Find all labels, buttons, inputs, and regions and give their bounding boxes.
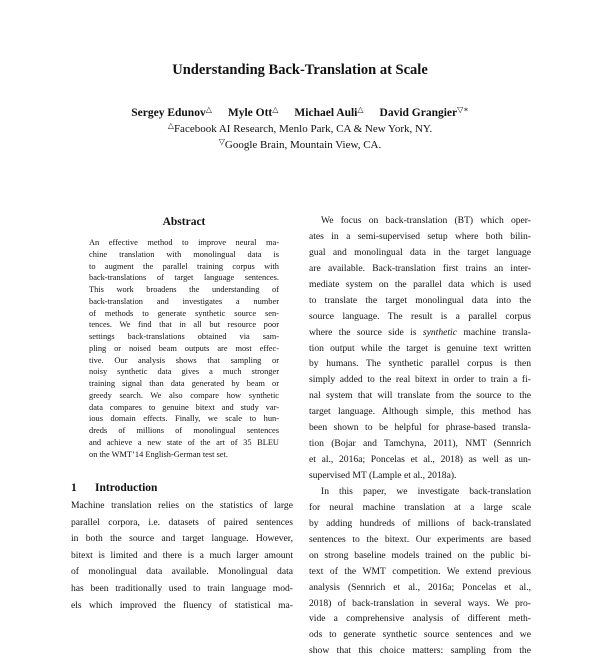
abstract-body <box>89 237 279 460</box>
abstract-line: An effective method to improve neural ma- <box>89 238 279 247</box>
body-line: for neural machine translation at a large scale <box>309 501 531 513</box>
body-line: gual and monolingual data in the target language <box>309 246 531 258</box>
body-line: of monolingual data available. Monolingual data <box>71 566 293 578</box>
abstract-line: on the WMT’14 English-German test set. <box>89 449 228 459</box>
body-line: by adding hundreds of millions of back-translated <box>309 517 531 529</box>
body-line: nal system that will translate from the source to the <box>309 390 531 402</box>
abstract-line: of methods to generate synthetic source sen- <box>89 308 279 318</box>
body-line: tion output while the target is genuine text written <box>309 342 531 354</box>
abstract-line: greedy search. We also compare how synthetic <box>89 390 279 400</box>
body-line: text of the WMT competition. We extend previous <box>309 565 531 577</box>
body-line: sentences to the bitext. Our experiments are based <box>309 533 531 545</box>
body-line: been shown to be helpful for phrase-based transla- <box>309 422 531 434</box>
body-line: source language. The result is a parallel corpus <box>309 310 531 322</box>
abstract-line: This work broadens the understanding of <box>89 285 279 294</box>
affiliation-google: ▽Google Brain, Mountain View, CA. <box>218 137 382 151</box>
right-column-body <box>309 213 531 659</box>
abstract-line: training signal than data generated by beam or <box>89 379 279 388</box>
body-line: in both the source and target language. However, <box>71 533 293 545</box>
abstract-line: tences. We find that in all but resource poor <box>89 320 279 330</box>
abstract-line: settings back-translations obtained via sam- <box>89 332 279 341</box>
paper-title: Understanding Back-Translation at Scale <box>172 62 428 78</box>
body-line: target language. Although simple, this method has <box>309 406 531 418</box>
abstract-line: tive. Our analysis shows that sampling or <box>89 355 279 365</box>
abstract-line: noisy synthetic data gives a much stronger <box>89 367 279 377</box>
body-line: In this paper, we investigate back-translation <box>321 485 531 497</box>
body-line: bitext is limited and there is a much larger amount <box>71 549 293 561</box>
body-line: supervised MT (Lample et al., 2018a). <box>309 470 457 481</box>
body-line: ods to generate synthetic source sentences and we <box>309 629 531 641</box>
abstract-line: and achieve a new state of the art of 35 BLEU <box>89 437 279 447</box>
abstract-line: pling or noised beam outputs are most effec- <box>89 343 279 353</box>
body-line: mediate system on the parallel data which is used <box>309 278 531 290</box>
body-line: has been traditionally used to train language mod- <box>71 582 293 594</box>
body-line: vide a comprehensive analysis of different meth- <box>309 613 531 625</box>
body-line: We focus on back-translation (BT) which oper- <box>321 215 531 226</box>
author-name: David Grangier▽∗ <box>379 105 469 119</box>
body-line: tion (Bojar and Tamchyna, 2011), NMT (Sennrich <box>309 438 531 450</box>
abstract-line: chine translation with monolingual data is <box>89 249 279 259</box>
body-line: simply added to the real bitext in order to train a fi- <box>309 374 531 386</box>
body-line: are available. Back-translation first trains an inter- <box>309 262 531 274</box>
body-line: where the source side is synthetic machine transla- <box>309 326 531 338</box>
section-heading-introduction: 1 Introduction <box>71 482 158 494</box>
body-line: to translate the target monolingual data into the <box>309 294 531 306</box>
body-line: analysis (Sennrich et al., 2016a; Poncelas et al., <box>309 581 531 593</box>
body-line: els which improved the fluency of statistical ma- <box>71 599 293 611</box>
author-name: Michael Auli△ <box>294 105 364 119</box>
body-line: et al., 2016a; Poncelas et al., 2018) as well as un- <box>309 454 531 466</box>
author-name: Sergey Edunov△ <box>131 105 212 119</box>
abstract-line: dreds of millions of monolingual sentences <box>89 426 279 435</box>
affiliation-facebook: △Facebook AI Research, Menlo Park, CA & New York, NY. <box>167 121 433 135</box>
body-line: show that this choice matters: sampling from the <box>309 645 531 657</box>
abstract-line: back-translation and investigates a number <box>89 296 279 306</box>
abstract-heading: Abstract <box>162 216 206 228</box>
body-line: Machine translation relies on the statistics of large <box>71 500 293 511</box>
abstract-line: to augment the parallel training corpus with <box>89 261 279 271</box>
abstract-line: data compares to genuine bitext and study var- <box>89 402 279 412</box>
introduction-body <box>71 498 293 614</box>
body-line: parallel corpora, i.e. datasets of paired sentences <box>71 516 293 528</box>
author-list <box>0 106 600 120</box>
abstract-line: ious domain effects. Finally, we scale to hun- <box>89 414 279 424</box>
body-line: on strong baseline models trained on the public bi- <box>309 549 531 561</box>
body-line: 2018) of back-translation in several ways. We pro- <box>309 597 531 609</box>
body-line: by humans. The synthetic parallel corpus is then <box>309 358 531 370</box>
author-name: Myle Ott△ <box>227 105 279 119</box>
body-line: ates in a semi-supervised setup where both bilin- <box>309 230 531 242</box>
abstract-line: back-translations of target language sentences. <box>89 273 279 283</box>
